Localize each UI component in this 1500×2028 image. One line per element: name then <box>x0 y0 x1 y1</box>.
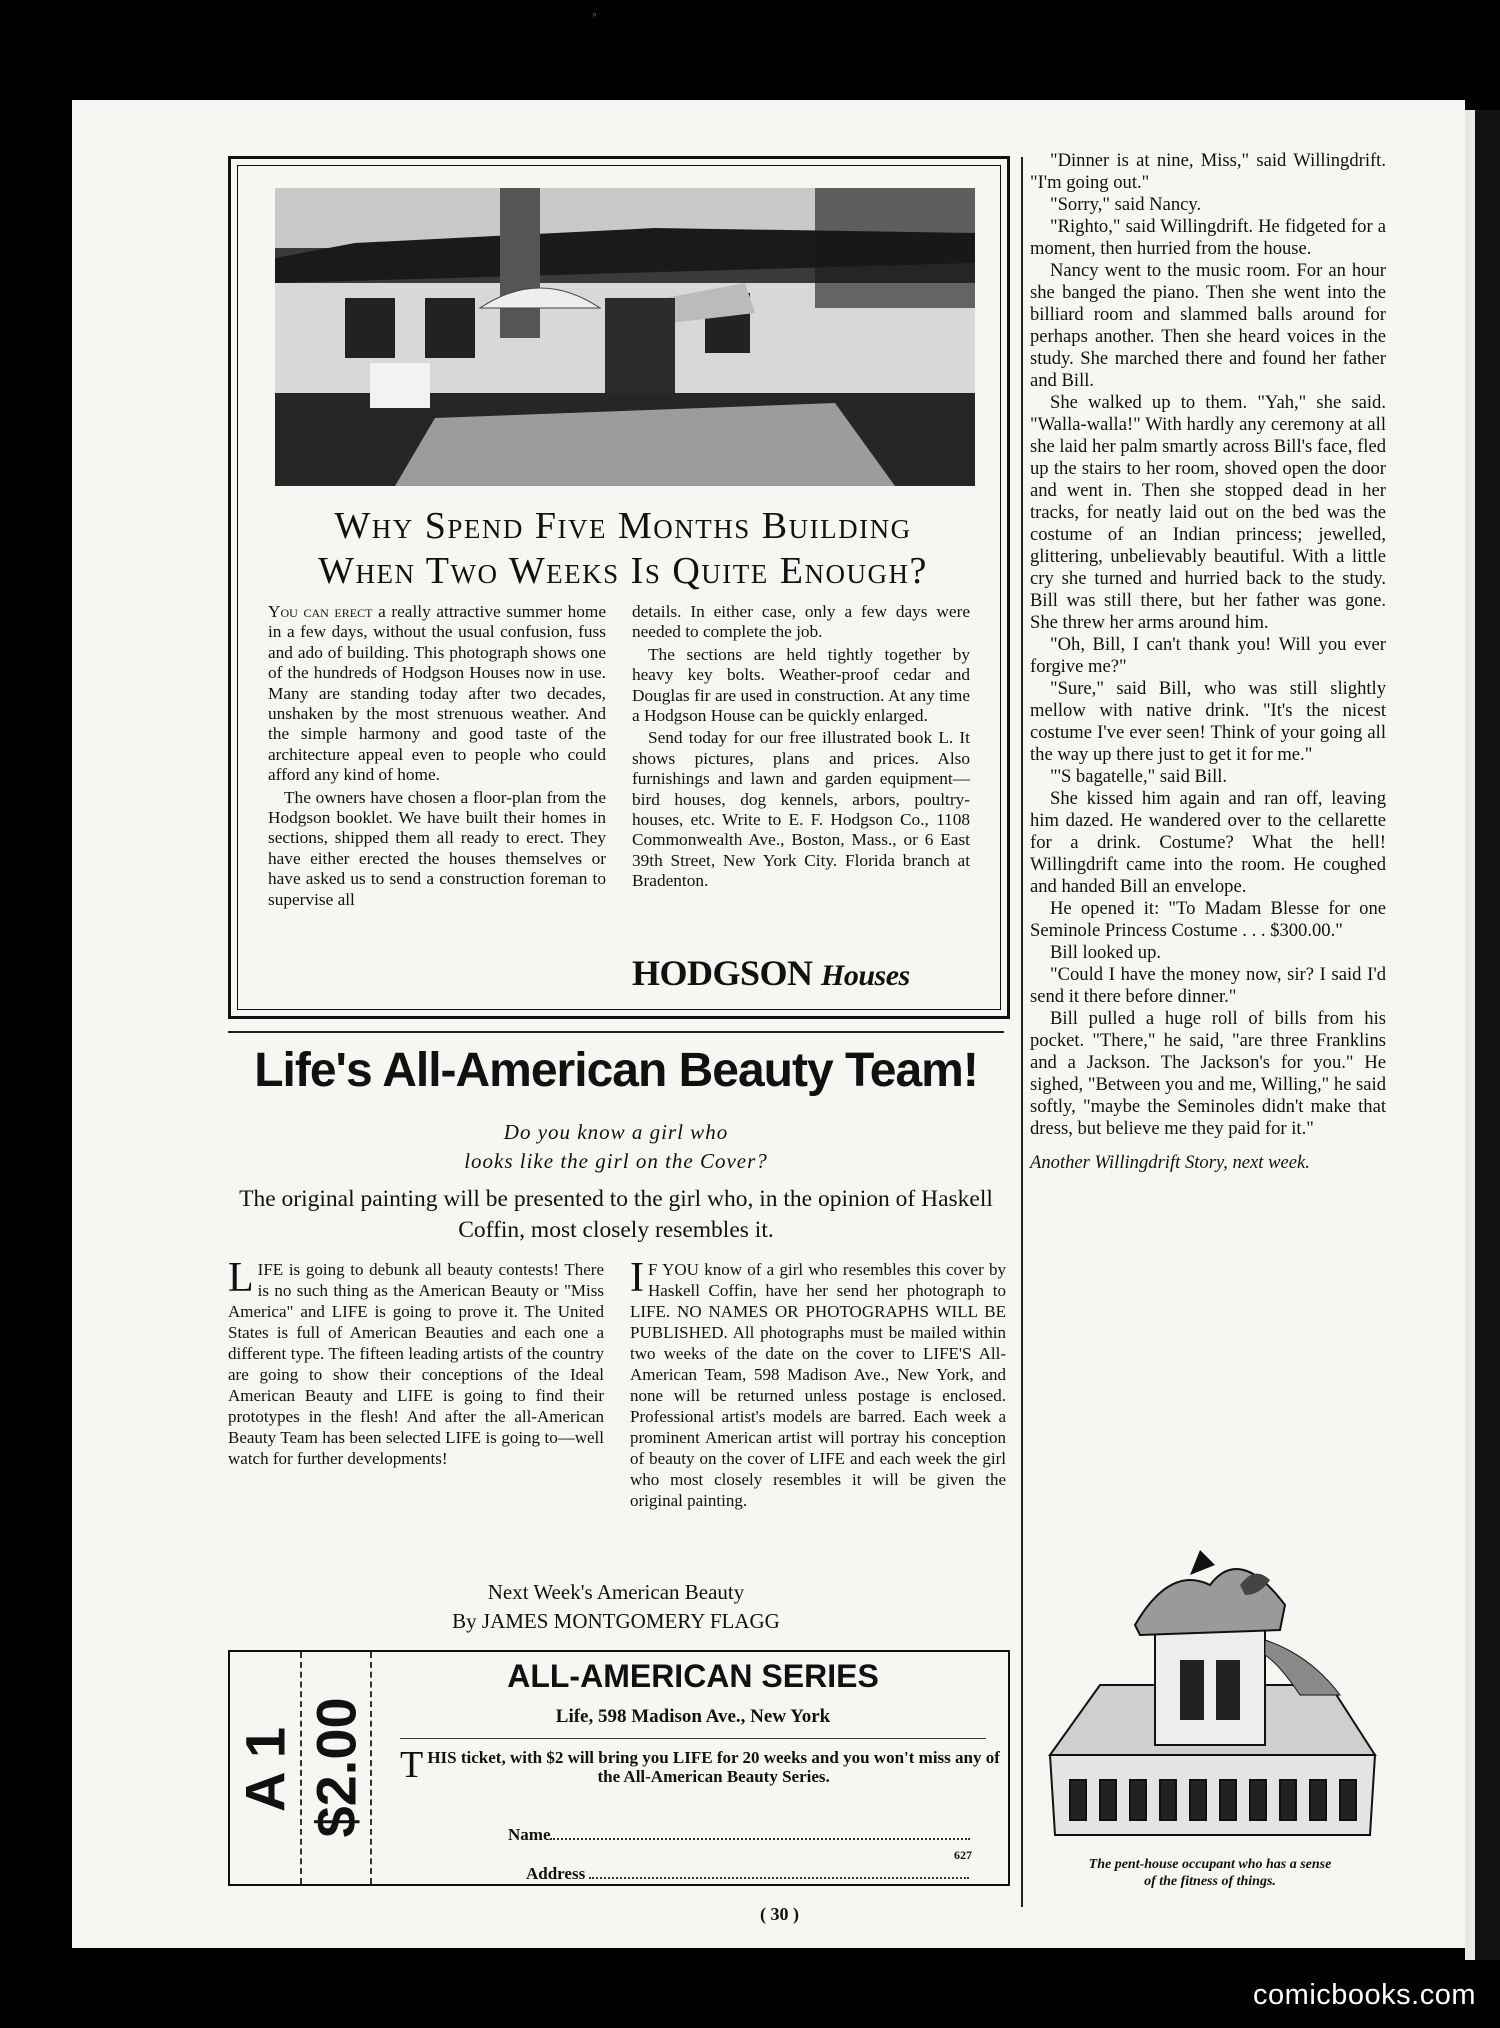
coupon-title: ALL-AMERICAN SERIES <box>507 1658 879 1694</box>
next-week-line-2: By JAMES MONTGOMERY FLAGG <box>452 1609 780 1633</box>
story-column <box>1030 150 1386 1174</box>
story-paragraph: "Could I have the money now, sir? I said I'd send it there before dinner." <box>1030 964 1386 1007</box>
story-paragraph: Bill pulled a huge roll of bills from his pocket. "There," he said, "are three Franklins and a Jackson. The Jackson's for you." He sighed, "Between you and me, Willing," he said softly, "maybe the Seminoles didn't make that dress, but believe me they paid for it." <box>1030 1008 1386 1139</box>
beauty-team-title: Life's All-American Beauty Team! <box>254 1044 978 1097</box>
beauty-left-column <box>228 1255 604 1469</box>
subscription-coupon[interactable] <box>228 1650 1010 1886</box>
story-paragraph: "Righto," said Willingdrift. He fidgeted for a moment, then hurried from the house. <box>1030 216 1386 259</box>
column-rule <box>1021 157 1023 1907</box>
caption-line-1: The pent-house occupant who has a sense <box>1088 1857 1332 1872</box>
hodgson-logo <box>632 952 910 994</box>
story-paragraph: She walked up to them. "Yah," she said. "Walla-walla!" With hardly any ceremony at all she laid her palm smartly across Bill's face, fled up the stairs to her room, shoved open the door and went in. Then she stopped dead in her tracks, for neatly laid out on the bed was the costume of an Indian princess; jewelled, glittering, unbelievably beautiful. With a little cry she turned and hurried back to the study. Bill was still there, but her father was gone. She threw her arms around him. <box>1030 392 1387 633</box>
beauty-right-column <box>630 1255 1006 1511</box>
story-paragraph: "Sorry," said Nancy. <box>1050 194 1202 215</box>
coupon-code: A 1 <box>233 1726 297 1813</box>
page-number: ( 30 ) <box>760 1904 799 1924</box>
section-rule <box>228 1031 1004 1033</box>
subtitle-line-2: looks like the girl on the Cover? <box>464 1149 768 1173</box>
hodgson-ad <box>228 156 1010 1019</box>
ad-column-1 <box>268 602 606 912</box>
coupon-price: $2.00 <box>304 1697 368 1838</box>
binding-mark: ◦ <box>592 8 597 23</box>
story-paragraph: "Oh, Bill, I can't thank you! Will you ever forgive me?" <box>1030 634 1386 677</box>
watermark: comicbooks.com <box>1253 1979 1476 2011</box>
drop-cap: L <box>228 1255 254 1301</box>
house-photo <box>275 188 975 486</box>
coupon-divider <box>300 1652 302 1884</box>
story-paragraph: He opened it: "To Madam Blesse for one Seminole Princess Costume . . . $300.00." <box>1030 898 1386 941</box>
address-field[interactable] <box>526 1864 969 1884</box>
beauty-right-text: F YOU know of a girl who resembles this cover by Haskell Coffin, have her send her photograph to LIFE. NO NAMES OR PHOTOGRAPHS WILL BE PUBLISHED. All photographs must be mailed within two weeks of the date on the cover to LIFE'S All-American Team, 598 Madison Ave., New York, and none will be returned unless postage is enclosed. Professional artist's models are barred. Each week a prominent American artist will portray his conception of beauty on the cover of LIFE and each week the girl who most closely resembles it will be given the original painting. <box>630 1260 1006 1510</box>
story-paragraph: Bill looked up. <box>1050 942 1162 963</box>
ad-inner-border <box>237 165 1001 1010</box>
ad-headline <box>238 504 1008 594</box>
coupon-body-text: HIS ticket, with $2 will bring you LIFE for 20 weeks and you won't miss any of the All-American Beauty Series. <box>427 1748 1000 1786</box>
next-week-credit <box>228 1578 1004 1636</box>
ad-paragraph: Send today for our free illustrated book L. It shows pictures, plans and prices. Also furnishings and lawn and garden equipment—bird houses, dog kennels, arbors, poultry-houses, etc. Write to E. F. Hodgson Co., 1108 Commonwealth Ave., Boston, Mass., or 6 East 39th Street, New York City. Florida branch at Bradenton. <box>632 728 970 891</box>
ad-headline-line-2: When Two Weeks Is Quite Enough? <box>318 550 928 592</box>
name-label: Name <box>508 1825 551 1844</box>
brand-main: HODGSON <box>632 953 813 993</box>
story-paragraph: "Dinner is at nine, Miss," said Willingdrift. "I'm going out." <box>1030 150 1386 193</box>
address-line[interactable] <box>589 1877 969 1879</box>
ad-lead-in: You can erect <box>268 602 373 621</box>
ad-column-2 <box>632 602 970 894</box>
beauty-left-text: IFE is going to debunk all beauty contests! There is no such thing as the American Beauty or "Miss America" and LIFE is going to prove it. The United States is full of American Beauties and each one a different type. The fifteen leading artists of the country are going to show their conceptions of the Ideal American Beauty and LIFE is going to find their prototypes in the flesh! And after the all-American Beauty Team has been selected LIFE is going to—well watch for further developments! <box>228 1260 604 1468</box>
story-paragraph: She kissed him again and ran off, leaving him dazed. He wandered over to the cellarette for a drink. Costume? What the hell! Willingdrift came into the room. He coughed and handed Bill an envelope. <box>1030 788 1386 897</box>
next-week-line-1: Next Week's American Beauty <box>487 1580 745 1604</box>
next-page-edge <box>1465 110 1475 1960</box>
ad-headline-line-1: Why Spend Five Months Building <box>334 505 912 547</box>
penthouse-cartoon <box>1040 1545 1380 1845</box>
ad-paragraph: a really attractive summer home in a few days, without the usual confusion, fuss and ado of building. This photograph shows one of the hundreds of Hodgson Houses now in use. Many are standing today after two decades, unshaken by the most strenuous weather. And the simple harmony and good taste of the architecture appeal even to people who could afford any kind of home. <box>268 602 606 785</box>
brand-sub: Houses <box>821 959 910 992</box>
coupon-address: Life, 598 Madison Ave., New York <box>555 1706 831 1727</box>
drop-cap: I <box>630 1255 644 1301</box>
ad-paragraph: details. In either case, only a few days were needed to complete the job. <box>632 602 970 642</box>
drop-cap: T <box>400 1744 424 1786</box>
ad-paragraph: The owners have chosen a floor-plan from the Hodgson booklet. We have built their homes in sections, shipped them all ready to erect. They have either erected the houses themselves or have asked us to send a construction foreman to supervise all <box>268 787 606 909</box>
address-label: Address <box>526 1864 586 1883</box>
coupon-divider <box>370 1652 372 1884</box>
name-field[interactable] <box>508 1825 970 1845</box>
coupon-rule <box>400 1738 986 1739</box>
coupon-number: 627 <box>954 1848 972 1862</box>
story-paragraph: "Sure," said Bill, who was still slightly mellow with native drink. "It's the nicest costume I've ever seen! Think of your going all the way up there just to get it for me." <box>1030 678 1386 765</box>
beauty-team-subtitle <box>228 1118 1004 1176</box>
name-line[interactable] <box>550 1838 970 1840</box>
ad-paragraph: The sections are held tightly together by heavy key bolts. Weather-proof cedar and Douglas fir are used in construction. At any time a Hodgson House can be quickly enlarged. <box>632 644 970 726</box>
coupon-body <box>400 1744 1000 1786</box>
story-paragraph: Nancy went to the music room. For an hour she banged the piano. Then she went into the billiard room and slammed balls around for perhaps another. Then she heard voices in the study. She marched there and found her father and Bill. <box>1030 260 1386 391</box>
beauty-team-lead: The original painting will be presented to the girl who, in the opinion of Haskell Coffin, most closely resembles it. <box>239 1186 993 1243</box>
subtitle-line-1: Do you know a girl who <box>503 1120 729 1144</box>
caption-line-2: of the fitness of things. <box>1144 1874 1276 1889</box>
next-story-tag: Another Willingdrift Story, next week. <box>1030 1152 1310 1173</box>
cartoon-caption <box>1030 1856 1390 1890</box>
story-paragraph: "'S bagatelle," said Bill. <box>1050 766 1228 787</box>
